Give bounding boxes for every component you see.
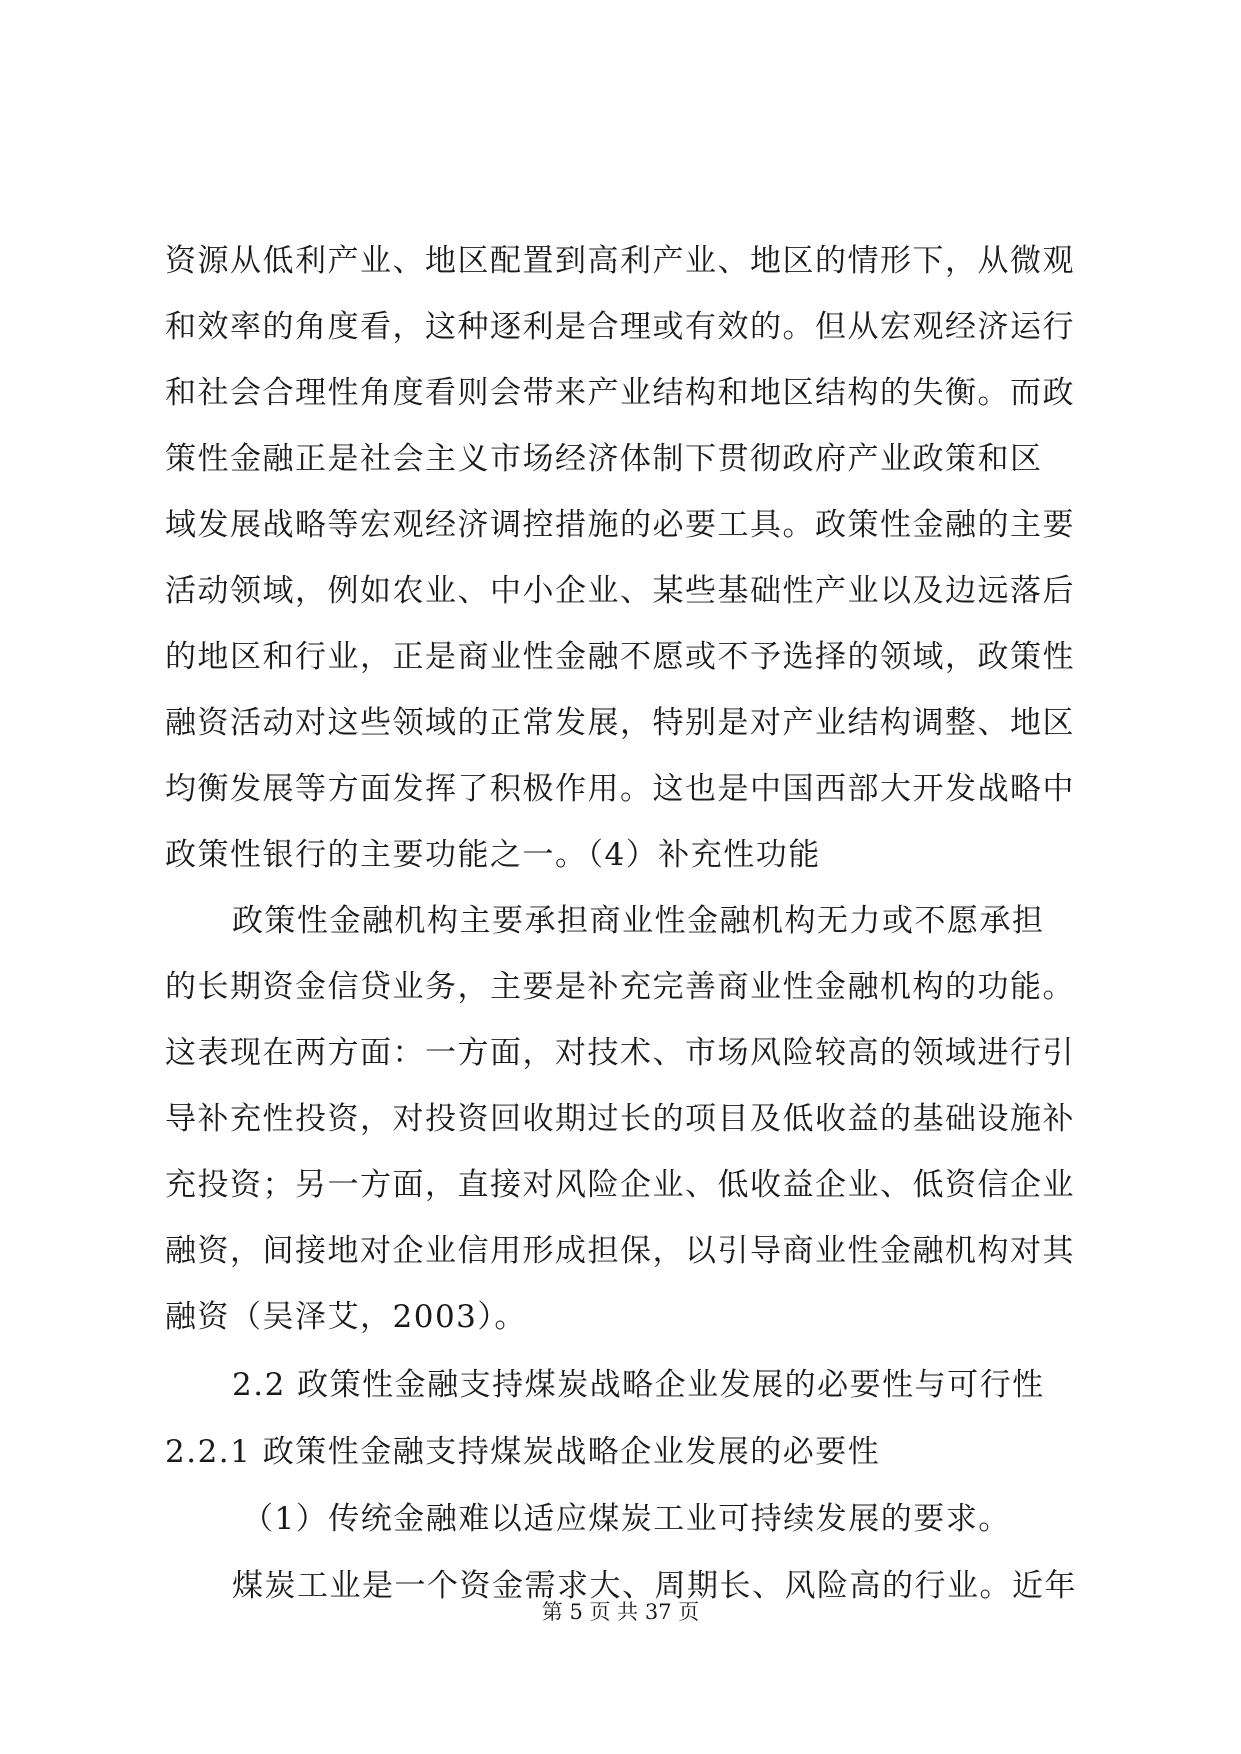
- section-heading: 2.2 政策性金融支持煤炭战略企业发展的必要性与可行性: [232, 1367, 1045, 1403]
- text-line: 融资，间接地对企业信用形成担保，以引导商业性金融机构对其: [165, 1233, 1075, 1269]
- text-line: 政策性银行的主要功能之一。（4）补充性功能: [165, 837, 821, 873]
- text-line: 和效率的角度看，这种逐利是合理或有效的。但从宏观经济运行: [165, 309, 1075, 345]
- text-line: 均衡发展等方面发挥了积极作用。这也是中国西部大开发战略中: [165, 771, 1075, 807]
- text-line: 和社会合理性角度看则会带来产业结构和地区结构的失衡。而政: [165, 375, 1075, 411]
- text-line: 资源从低利产业、地区配置到高利产业、地区的情形下，从微观: [165, 243, 1075, 279]
- text-line: 导补充性投资，对投资回收期过长的项目及低收益的基础设施补: [165, 1101, 1075, 1137]
- subsection-heading: 2.2.1 政策性金融支持煤炭战略企业发展的必要性: [165, 1434, 881, 1470]
- paragraph-first-line: 煤炭工业是一个资金需求大、周期长、风险高的行业。近年: [232, 1568, 1077, 1604]
- text-line: 策性金融正是社会主义市场经济体制下贯彻政府产业政策和区: [165, 441, 1043, 477]
- text-line: 的长期资金信贷业务，主要是补充完善商业性金融机构的功能。: [165, 969, 1075, 1005]
- text-line: 域发展战略等宏观经济调控措施的必要工具。政策性金融的主要: [165, 507, 1075, 543]
- paragraph-first-line: 政策性金融机构主要承担商业性金融机构无力或不愿承担: [232, 903, 1045, 939]
- text-line: 充投资；另一方面，直接对风险企业、低收益企业、低资信企业: [165, 1167, 1075, 1203]
- text-line: 融资（吴泽艾，2003）。: [165, 1299, 527, 1335]
- text-line: 这表现在两方面：一方面，对技术、市场风险较高的领域进行引: [165, 1035, 1075, 1071]
- list-item-heading: （1）传统金融难以适应煤炭工业可持续发展的要求。: [242, 1501, 1011, 1537]
- text-line: 活动领域，例如农业、中小企业、某些基础性产业以及边远落后: [165, 573, 1075, 609]
- text-line: 的地区和行业，正是商业性金融不愿或不予选择的领域，政策性: [165, 639, 1075, 675]
- page-footer: 第 5 页 共 37 页: [541, 1600, 700, 1624]
- text-line: 融资活动对这些领域的正常发展，特别是对产业结构调整、地区: [165, 705, 1075, 741]
